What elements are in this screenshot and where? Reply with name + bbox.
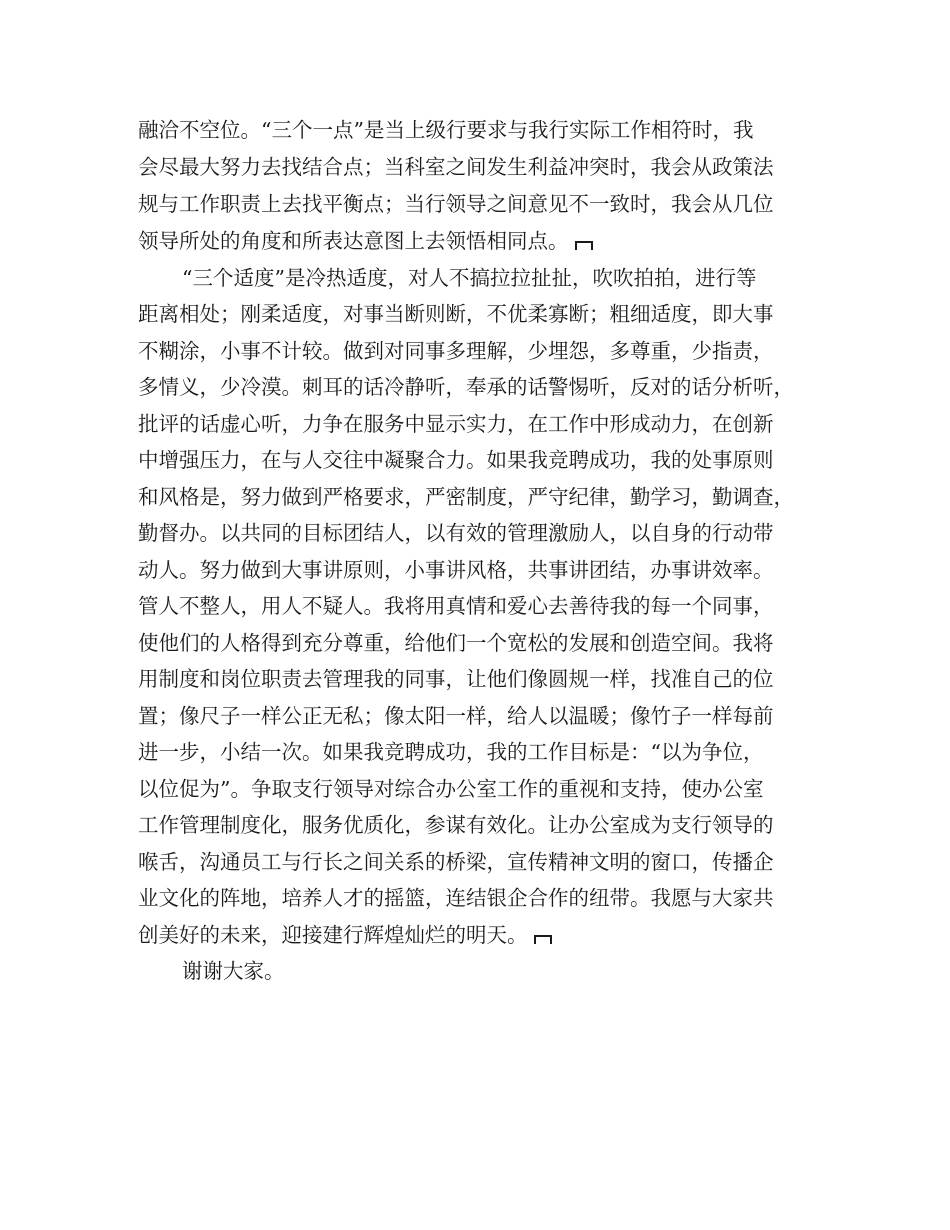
paragraph-2-line-5: 批评的话虚心听，力争在服务中显示实力，在工作中形成动力，在创新 — [138, 412, 774, 436]
paragraph-2-line-19 — [138, 917, 552, 953]
paragraph-2-line-16: 工作管理制度化，服务优质化，参谋有效化。让办公室成为支行领导的 — [138, 813, 774, 837]
paragraph-mark-icon — [534, 935, 552, 944]
paragraph-2-line-17: 喉舌，沟通员工与行长之间关系的桥梁，宣传精神文明的窗口，传播企 — [138, 850, 774, 874]
paragraph-2-line-19-text: 创美好的未来，迎接建行辉煌灿烂的明天。 — [138, 923, 528, 947]
paragraph-mark-icon — [575, 241, 593, 250]
paragraph-2-line-18: 业文化的阵地，培养人才的摇篮，连结银企合作的纽带。我愿与大家共 — [138, 886, 774, 910]
paragraph-2-line-2: 距离相处；刚柔适度，对事当断则断，不优柔寡断；粗细适度，即大事 — [138, 302, 774, 326]
paragraph-2-line-4: 多情义，少冷漠。刺耳的话冷静听，奉承的话警惕听，反对的话分析听， — [138, 375, 794, 399]
paragraph-1-line-3: 规与工作职责上去找平衡点；当行领导之间意见不一致时，我会从几位 — [138, 192, 774, 216]
paragraph-1-line-1: 融洽不空位。“三个一点”是当上级行要求与我行实际工作相符时，我 — [138, 118, 754, 142]
paragraph-1-line-4-text: 领导所处的角度和所表达意图上去领悟相同点。 — [138, 229, 569, 253]
paragraph-2-line-3: 不糊涂，小事不计较。做到对同事多理解，少埋怨，多尊重，少指责， — [138, 339, 774, 363]
paragraph-2-line-12: 用制度和岗位职责去管理我的同事，让他们像圆规一样，找准自己的位 — [138, 667, 774, 691]
paragraph-2-line-9: 动人。努力做到大事讲原则，小事讲风格，共事讲团结，办事讲效率。 — [138, 558, 774, 582]
paragraph-2-line-11: 使他们的人格得到充分尊重，给他们一个宽松的发展和创造空间。我将 — [138, 631, 774, 655]
paragraph-2-line-10: 管人不整人，用人不疑人。我将用真情和爱心去善待我的每一个同事， — [138, 594, 774, 618]
paragraph-2-line-15: 以位促为”。争取支行领导对综合办公室工作的重视和支持，使办公室 — [138, 777, 764, 801]
paragraph-2-line-13: 置；像尺子一样公正无私；像太阳一样，给人以温暖；像竹子一样每前 — [138, 704, 774, 728]
paragraph-2-line-6: 中增强压力，在与人交往中凝聚合力。如果我竞聘成功，我的处事原则 — [138, 448, 774, 472]
paragraph-1-line-4 — [138, 223, 593, 259]
closing-line: 谢谢大家。 — [182, 959, 285, 983]
paragraph-1-line-2: 会尽最大努力去找结合点；当科室之间发生利益冲突时，我会从政策法 — [138, 155, 774, 179]
paragraph-2-line-14: 进一步，小结一次。如果我竞聘成功，我的工作目标是：“以为争位， — [138, 740, 764, 764]
paragraph-2-line-1: “三个适度”是冷热适度，对人不搞拉拉扯扯，吹吹拍拍，进行等 — [182, 266, 757, 290]
paragraph-2-line-7: 和风格是，努力做到严格要求，严密制度，严守纪律，勤学习，勤调查， — [138, 485, 794, 509]
paragraph-2-line-8: 勤督办。以共同的目标团结人，以有效的管理激励人，以自身的行动带 — [138, 521, 774, 545]
